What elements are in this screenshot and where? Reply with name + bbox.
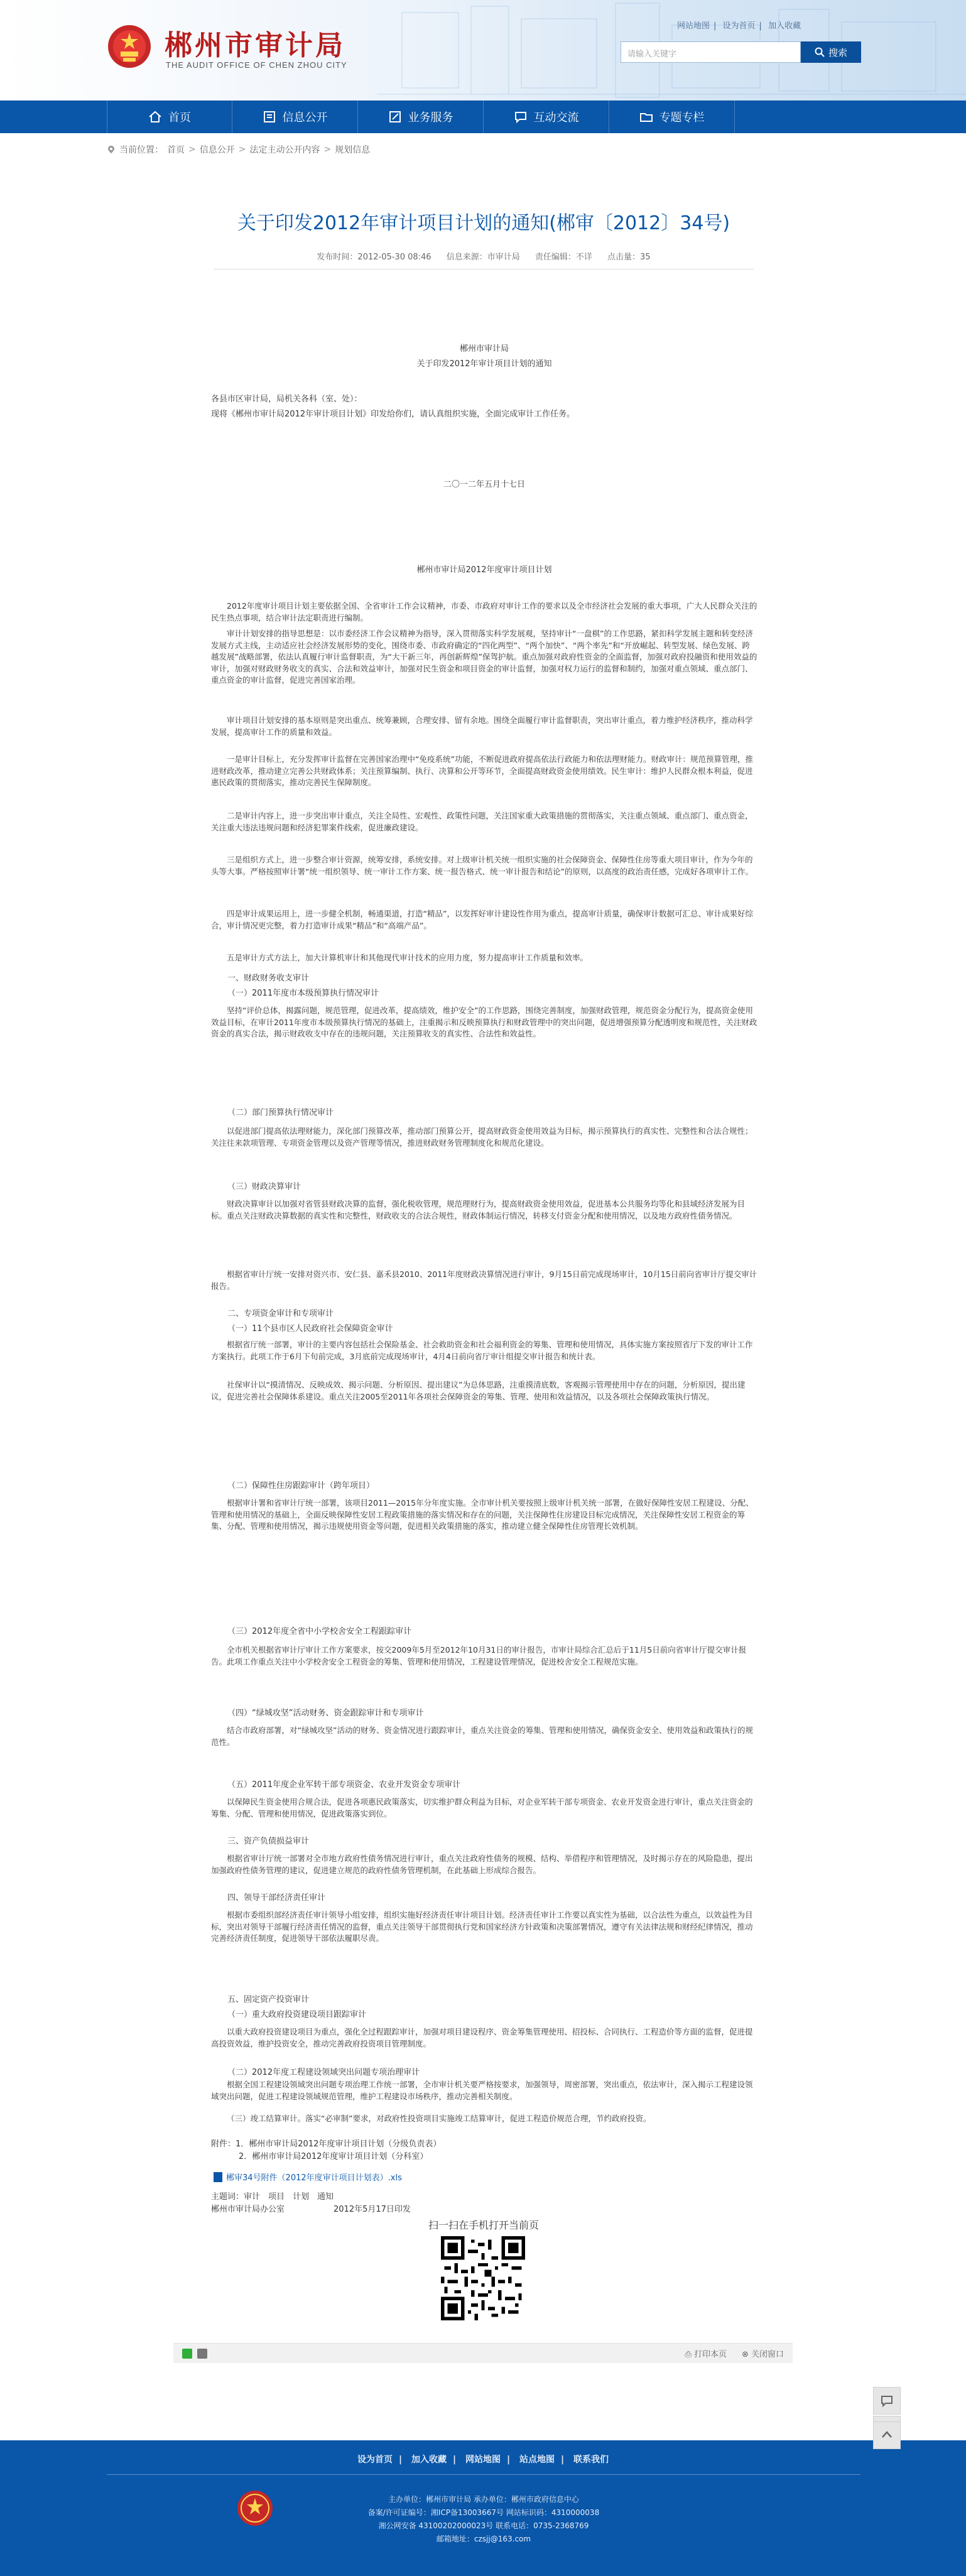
breadcrumb-separator: > [238, 144, 246, 155]
location-icon [107, 145, 116, 154]
sitemap-link[interactable]: 网站地图 [677, 21, 710, 31]
doc-org: 郴州市审计局 [459, 344, 509, 354]
footer-info [352, 2493, 616, 2546]
paragraph: 一是审计目标上，充分发挥审计监督在完善国家治理中“免疫系统”功能，不断促进政府提高依法行政能力和依法理财能力。财政审计：规范预算管理，推进财政改革，推动建立完善公共财政体系；关注预算编制、执行、决算和公开等环节，全面提高财政资金使用绩效。民生审计：维护人民群众根本利益，促进惠民政策的贯彻落实，推动完善民生保障制度。 [211, 754, 753, 788]
search-button-label: 搜索 [828, 46, 847, 58]
paragraph: 根据审计署和省审计厅统一部署，该项目2011—2015年分年度实施。全市审计机关要按照上级审计机关统一部署，在做好保障性安居工程建设、分配、管理和使用情况的基础上，全面反映保障性安居工程政策措施的落实情况和存在的问题，关注保障性住房建设目标完成情况，关注保障性安居工程资金的筹集、分配、管理和使用情况，揭示违规使用资金等问题，促进相关政策措施的落实，推动建立健全保障性住房管理长效机制。 [211, 1498, 754, 1531]
section-heading: 二、专项资金审计和专项审计 [227, 1309, 334, 1318]
article-title: 关于印发2012年审计项目计划的通知(郴审〔2012〕34号) [237, 212, 730, 234]
nav-item-label: 首页 [168, 111, 191, 124]
breadcrumb-label: 当前位置： [119, 145, 163, 155]
footer-divider [107, 2474, 860, 2475]
doc-date-sign: 二〇一二年五月十七日 [443, 480, 525, 489]
section-heading: 三、资产负债损益审计 [227, 1837, 310, 1846]
nav-item-info-disclosure[interactable] [232, 101, 358, 133]
arrow-up-icon [880, 2428, 894, 2442]
footer-link-station-map[interactable]: 站点地图 [519, 2455, 555, 2465]
subsection-heading: （四）“绿城攻坚”活动财务、资金跟踪审计和专项审计 [227, 1709, 424, 1718]
subsection-heading: （一）重大政府投资建设项目跟踪审计 [227, 2010, 367, 2019]
paragraph: 财政决算审计以加强对省管县财政决算的监督，强化税收管理，规范理财行为，提高财政资金使用效益，促进基本公共服务均等化和县域经济发展为目标。重点关注财政决算数据的真实性和完整性，财政收支的合法合规性，财政体制运行情况，转移支付资金分配和使用情况，以及地方政府性债务情况。 [211, 1199, 746, 1220]
paragraph: 根据省审计厅统一安排对资兴市、安仁县、嘉禾县2010、2011年度财政决算情况进行审计，9月15日前完成现场审计，10月15日前向省审计厅提交审计报告。 [211, 1269, 757, 1291]
attachment-download-link[interactable] [214, 2171, 402, 2183]
attachment-2: 2．郴州市审计局2012年度审计项目计划（分科室） [239, 2152, 428, 2161]
paragraph: 2012年度审计项目计划主要依据全国、全省审计工作会议精神，市委、市政府对审计工作的要求以及全市经济社会发展的重大事项，广大人民群众关注的民生热点事项，结合审计法定职责进行编制。 [211, 601, 757, 622]
editor: 责任编辑：不详 [535, 253, 592, 262]
breadcrumb-separator: > [323, 144, 332, 155]
paragraph: 二是审计内容上，进一步突出审计重点，关注全局性、宏观性、政策性问题，关注国家重大政策措施的贯彻落实，关注重点领域、重点部门、重点资金，关注重大违法违规问题和经济犯罪案件线索，促进廉政建设。 [211, 811, 753, 832]
subsection-heading: （三）2012年度全省中小学校舍安全工程跟踪审计 [227, 1627, 412, 1636]
paragraph: 根据市委组织部经济责任审计领导小组安排，组织实施好经济责任审计项目计划。经济责任审计工作要以真实性为基础，以合法性为重点，以效益性为目标，突出对领导干部履行经济责任情况的监督，重点关注领导干部贯彻执行党和国家经济方针政策和决策部署情况，遵守有关法律法规和财经纪律情况，推动完善经济责任制度，促进领导干部依法履职尽责。 [211, 1910, 753, 1943]
paragraph: 根据全国工程建设领域突出问题专项治理工作统一部署，全市审计机关要严格按要求，加强领导，周密部署，突出重点，依法审计，深入揭示工程建设领域突出问题，促进工程建设领域规范管理，维护工程建设市场秩序，推动完善相关制度。 [211, 2080, 753, 2101]
office-line: 郴州市审计局办公室 2012年5月17日印发 [211, 2205, 411, 2214]
publish-date: 发布时间：2012-05-30 08:46 [317, 253, 431, 262]
subsection-heading: （一）2011年度市本级预算执行情况审计 [227, 989, 379, 998]
nav-item-home[interactable] [107, 101, 232, 133]
close-window-button[interactable]: ⊗ 关闭窗口 [741, 2350, 784, 2359]
qr-title: 扫一扫在手机打开当前页 [428, 2219, 539, 2231]
paragraph: 社保审计以“摸清情况、反映成效、揭示问题、分析原因、提出建议”为总体思路，注重摸清底数，客观揭示管理使用中存在的问题，分析原因，提出建议，促进完善社会保障体系建设。重点关注2005至2011年各项社会保障资金的筹集、管理、使用和效益情况，以及各项社会保障政策执行情况。 [211, 1380, 746, 1401]
section-heading: 五、固定资产投资审计 [227, 1995, 310, 2004]
paragraph: 以重大政府投资建设项目为重点，强化全过程跟踪审计，加强对项目建设程序、资金筹集管理使用、招投标、合同执行、工程造价等方面的监督，促进提高投资效益，维护投资安全，推动完善政府投资项目管理制度。 [211, 2027, 753, 2048]
wechat-share-icon[interactable] [182, 2349, 192, 2359]
nav-item-label: 信息公开 [282, 111, 328, 124]
paragraph: 四是审计成果运用上，进一步健全机制，畅通渠道，打造“精品”，以发挥好审计建设性作用为重点，提高审计质量，确保审计数据可汇总、审计成果好综合，审计情况更完整，着力打造审计成果“精品”和“高端产品”。 [211, 909, 753, 930]
paragraph: （三）竣工结算审计。落实“必审制”要求，对政府性投资项目实施竣工结算审计，促进工程造价规范合理，节约政府投资。 [227, 2114, 651, 2123]
attachment-filename: 郴审34号附件（2012年度审计项目计划表）.xls [226, 2173, 402, 2183]
subsection-heading: （二）保障性住房跟踪审计（跨年项目） [227, 1481, 375, 1491]
footer-host: 主办单位：郴州市审计局 承办单位：郴州市政府信息中心 [388, 2495, 579, 2504]
share-more-icon[interactable] [197, 2349, 207, 2359]
top-links: 网站地图 | 设为首页 | 加入收藏 [677, 21, 801, 31]
paragraph: 根据省审计厅统一部署对全市地方政府性债务情况进行审计，重点关注政府性债务的规模、结构、举借程序和管理情况，及时揭示存在的风险隐患，提出加强政府性债务管理的建议，促进建立规范的政府性债务管理机制，在此基础上形成综合报告。 [211, 1854, 753, 1875]
chat-float-icon[interactable] [873, 2387, 901, 2415]
search-icon [815, 47, 825, 57]
nav-item-interaction[interactable] [484, 101, 609, 133]
paragraph: 坚持“评价总体，揭露问题，规范管理，促进改革，提高绩效，维护安全”的工作思路，围绕完善制度，加强财政管理，规范资金分配行为，提高资金使用效益目标，在审计2011年度市本级预算执行情况的基础上，注重揭示和反映预算执行和财政管理中的突出问题，促进增强预算分配透明度和规范性，关注财政资金的真实合法，揭示财政收支中存在的违规问题，关注预算收支的真实性、合法性和效益性。 [211, 1006, 757, 1039]
breadcrumb-item-planning[interactable]: 规划信息 [335, 145, 371, 155]
subsection-heading: （二）2012年度工程建设领域突出问题专项治理审计 [227, 2068, 420, 2077]
nav-item-label: 互动交流 [533, 111, 579, 124]
paragraph: 三是组织方式上，进一步整合审计资源，统筹安排，系统安排。对上级审计机关统一组织实施的社会保障资金、保障性住房等重大项目审计，作为今年的头等大事。严格按照审计署“统一组织领导、统一审计工作方案、统一报告格式、统一审计报告和结论”的原则，以高度的政治责任感，完成好各项审计工作。 [211, 855, 753, 876]
paragraph: 结合市政府部署，对“绿城攻坚”活动的财务、资金情况进行跟踪审计，重点关注资金的筹集、管理和使用情况，确保资金安全、使用效益和政策执行的规范性。 [211, 1725, 753, 1747]
party-emblem-logo[interactable] [236, 2489, 274, 2527]
add-favorite-link[interactable]: 加入收藏 [768, 21, 801, 31]
site-header [0, 0, 966, 101]
chat-icon [880, 2394, 894, 2408]
doc-salutation: 各县市区审计局，局机关各科（室、处）： [211, 394, 362, 404]
edit-icon [388, 110, 402, 124]
info-source: 信息来源：市审计局 [446, 253, 520, 262]
share-print-bar [173, 2343, 793, 2363]
section-heading: 一、财政财务收支审计 [227, 974, 310, 983]
paragraph: 五是审计方式方法上，加大计算机审计和其他现代审计技术的应用力度，努力提高审计工作质量和效率。 [227, 953, 589, 962]
footer-link-sitemap[interactable]: 网站地图 [465, 2455, 501, 2465]
footer-security: 湘公网安备 43100202000023号 联系电话：0735-2368769 [378, 2521, 589, 2530]
folder-icon [639, 110, 653, 124]
site-footer [0, 2440, 966, 2576]
topic-words: 主题词：审计 项目 计划 通知 [211, 2192, 334, 2202]
attachment-1: 附件：1．郴州市审计局2012年度审计项目计划（分级负责表） [211, 2139, 442, 2149]
share-buttons [182, 2349, 207, 2359]
subsection-heading: （三）财政决算审计 [227, 1182, 301, 1192]
search-input[interactable]: 请输入关键字 [621, 41, 801, 63]
chat-icon [514, 110, 528, 124]
main-nav [0, 101, 966, 133]
site-subtitle: THE AUDIT OFFICE OF CHEN ZHOU CITY [166, 60, 347, 70]
view-count: 点击量：35 [607, 253, 651, 262]
national-emblem-logo [107, 24, 152, 69]
info-icon [263, 110, 276, 124]
breadcrumb-item-info[interactable]: 信息公开 [199, 145, 235, 155]
subsection-heading: （一）11个县市区人民政府社会保障资金审计 [227, 1324, 393, 1334]
print-label: 打印本页 [693, 2350, 727, 2359]
back-to-top-icon[interactable] [873, 2421, 901, 2449]
search-button[interactable] [801, 41, 861, 63]
nav-item-services[interactable] [358, 101, 484, 133]
breadcrumb [107, 143, 370, 156]
file-icon [214, 2172, 222, 2182]
doc-intro: 现将《郴州市审计局2012年审计项目计划》印发给你们，请认真组织实施，全面完成审计工作任务。 [211, 410, 575, 419]
breadcrumb-item-home[interactable]: 首页 [167, 145, 185, 155]
paragraph: 以促进部门提高依法理财能力，深化部门预算改革，推动部门预算公开，提高财政资金使用效益为目标，揭示预算执行的真实性、完整性和合法合规性；关注往来款项管理、专项资金管理以及资产管理等情况，推进财政财务管理制度化和规范化建设。 [211, 1126, 753, 1148]
footer-links: 设为首页 | 加入收藏 | 网站地图 | 站点地图 | 联系我们 [357, 2455, 609, 2465]
paragraph: 审计项目计划安排的基本原则是突出重点、统筹兼顾，合理安排、留有余地。围绕全面履行审计监督职责，突出审计重点，着力维护经济秩序，推动科学发展，提高审计工作的质量和效益。 [211, 715, 753, 737]
site-title: 郴州市审计局 [165, 30, 345, 62]
print-page-button[interactable]: ⎙ 打印本页 [685, 2350, 727, 2359]
nav-item-special-topics[interactable] [609, 101, 735, 133]
plan-title: 郴州市审计局2012年度审计项目计划 [416, 565, 552, 575]
breadcrumb-item-statutory[interactable]: 法定主动公开内容 [249, 145, 320, 155]
breadcrumb-separator: > [188, 144, 196, 155]
paragraph: 以保障民生资金使用合规合法，促进各项惠民政策落实，切实维护群众利益为目标，对企业军转干部专项资金、农业开发资金进行审计，重点关注资金的筹集、分配、管理和使用情况，促进政策落实到位。 [211, 1797, 753, 1818]
subsection-heading: （五）2011年度企业军转干部专项资金、农业开发资金专项审计 [227, 1780, 461, 1790]
nav-item-label: 专题专栏 [659, 111, 705, 124]
nav-item-label: 业务服务 [408, 111, 453, 124]
subsection-heading: （二）部门预算执行情况审计 [227, 1108, 334, 1117]
footer-email: 邮箱地址：czsjj@163.com [436, 2535, 531, 2543]
section-heading: 四、领导干部经济责任审计 [227, 1893, 326, 1903]
home-icon [148, 110, 162, 124]
footer-link-homepage[interactable]: 设为首页 [357, 2455, 393, 2465]
page-actions [685, 2347, 784, 2359]
qr-code-icon [441, 2236, 525, 2320]
paragraph: 根据省厅统一部署，审计的主要内容包括社会保险基金、社会救助资金和社会福利资金的筹集、管理和使用情况，具体实施方案按照省厅下发的审计工作方案执行。此项工作于6月下旬前完成，3月底前完成现场审计，4月4日前向省厅审计组提交审计报告和统计表。 [211, 1340, 753, 1361]
close-label: 关闭窗口 [751, 2350, 784, 2359]
footer-link-favorite[interactable]: 加入收藏 [411, 2455, 447, 2465]
article-meta [107, 250, 860, 262]
paragraph: 审计计划安排的指导思想是：以市委经济工作会议精神为指导，深入贯彻落实科学发展观，坚持审计“一盘棋”的工作思路，紧扣科学发展主题和转变经济发展方式主线，主动适应社会经济发展形势的变化，围绕市委、市政府确定的“四化两型”、“两个加快”、“两个率先”和“开放崛起、转型发展、绿色发展、跨越发展”战略部署，依法认真履行审计监督职责，为“大干新三年，再创新辉煌”保驾护航。重点加强对政府性资金的全面监督，加强对政府投融资和使用效益的审计，加强对财政财务收支的真实、合法和效益审计，加强对民生资金和项目资金的审计监督，加强对权力运行的监督和制约，加强对重点领域、重点部门、重点资金的审计监督，促进完善国家治理。 [211, 629, 757, 685]
set-homepage-link[interactable]: 设为首页 [722, 21, 756, 31]
footer-icp: 备案/许可证编号：湘ICP备13003667号 网站标识码：4310000038 [367, 2508, 600, 2517]
doc-title: 关于印发2012年审计项目计划的通知 [416, 359, 552, 369]
footer-link-contact[interactable]: 联系我们 [573, 2455, 609, 2465]
paragraph: 全市机关根据省审计厅审计工作方案要求，按交2009年5月至2012年10月31日的审计报告，市审计局综合汇总后于11月5日前向省审计厅提交审计报告。此项工作重点关注中小学校舍安全工程资金的筹集、管理和使用情况，工程建设管理情况，促进校舍安全工程规范实施。 [211, 1645, 747, 1666]
